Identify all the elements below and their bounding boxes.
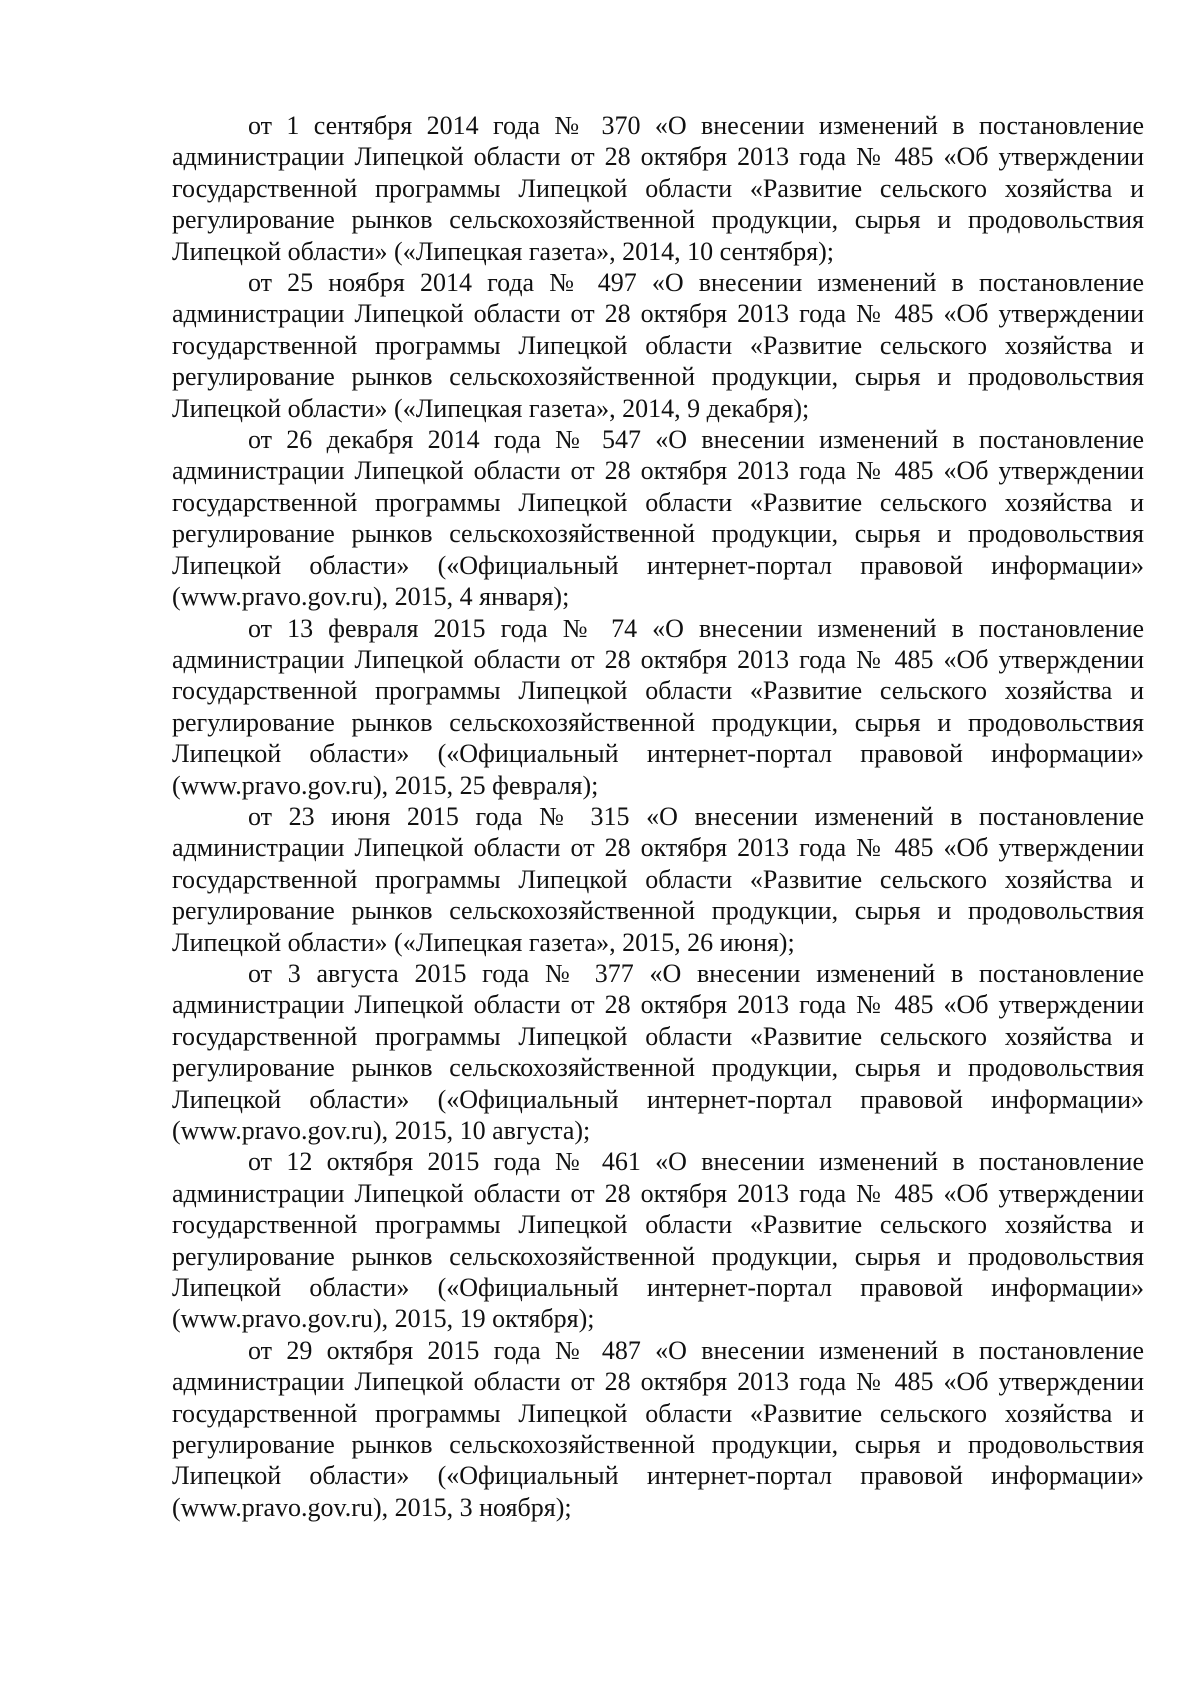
paragraph-decree-461: от 12 октября 2015 года № 461 «О внесении изменений в постановление администрации Липецкой области от 28 октября 2013 года № 485 «Об утверждении государственной программы Липецкой области «Развитие сельского хозяйства и регулирование рынков сельскохозяйственной продукции, сырья и продовольствия Липецкой области» («Официальный интернет-портал правовой информации» (www.pravo.gov.ru), 2015, 19 октября); — [172, 1147, 1144, 1334]
paragraph-decree-370: от 1 сентября 2014 года № 370 «О внесении изменений в постановление администрации Липецкой области от 28 октября 2013 года № 485 «Об утверждении государственной программы Липецкой области «Развитие сельского хозяйства и регулирование рынков сельскохозяйственной продукции, сырья и продовольствия Липецкой области» («Липецкая газета», 2014, 10 сентября); — [172, 111, 1144, 266]
paragraph-decree-74: от 13 февраля 2015 года № 74 «О внесении изменений в постановление администрации Липецкой области от 28 октября 2013 года № 485 «Об утверждении государственной программы Липецкой области «Развитие сельского хозяйства и регулирование рынков сельскохозяйственной продукции, сырья и продовольствия Липецкой области» («Официальный интернет-портал правовой информации» (www.pravo.gov.ru), 2015, 25 февраля); — [172, 613, 1144, 800]
paragraph-decree-377: от 3 августа 2015 года № 377 «О внесении изменений в постановление администрации Липецкой области от 28 октября 2013 года № 485 «Об утверждении государственной программы Липецкой области «Развитие сельского хозяйства и регулирование рынков сельскохозяйственной продукции, сырья и продовольствия Липецкой области» («Официальный интернет-портал правовой информации» (www.pravo.gov.ru), 2015, 10 августа); — [172, 958, 1144, 1145]
paragraph-decree-497: от 25 ноября 2014 года № 497 «О внесении изменений в постановление администрации Липецкой области от 28 октября 2013 года № 485 «Об утверждении государственной программы Липецкой области «Развитие сельского хозяйства и регулирование рынков сельскохозяйственной продукции, сырья и продовольствия Липецкой области» («Липецкая газета», 2014, 9 декабря); — [172, 268, 1144, 423]
paragraph-decree-487: от 29 октября 2015 года № 487 «О внесении изменений в постановление администрации Липецкой области от 28 октября 2013 года № 485 «Об утверждении государственной программы Липецкой области «Развитие сельского хозяйства и регулирование рынков сельскохозяйственной продукции, сырья и продовольствия Липецкой области» («Официальный интернет-портал правовой информации» (www.pravo.gov.ru), 2015, 3 ноября); — [172, 1335, 1144, 1522]
paragraph-decree-315: от 23 июня 2015 года № 315 «О внесении изменений в постановление администрации Липецкой области от 28 октября 2013 года № 485 «Об утверждении государственной программы Липецкой области «Развитие сельского хозяйства и регулирование рынков сельскохозяйственной продукции, сырья и продовольствия Липецкой области» («Липецкая газета», 2015, 26 июня); — [172, 801, 1144, 957]
paragraph-decree-547: от 26 декабря 2014 года № 547 «О внесении изменений в постановление администрации Липецкой области от 28 октября 2013 года № 485 «Об утверждении государственной программы Липецкой области «Развитие сельского хозяйства и регулирование рынков сельскохозяйственной продукции, сырья и продовольствия Липецкой области» («Официальный интернет-портал правовой информации» (www.pravo.gov.ru), 2015, 4 января); — [172, 425, 1144, 612]
document-page — [172, 110, 1144, 1523]
